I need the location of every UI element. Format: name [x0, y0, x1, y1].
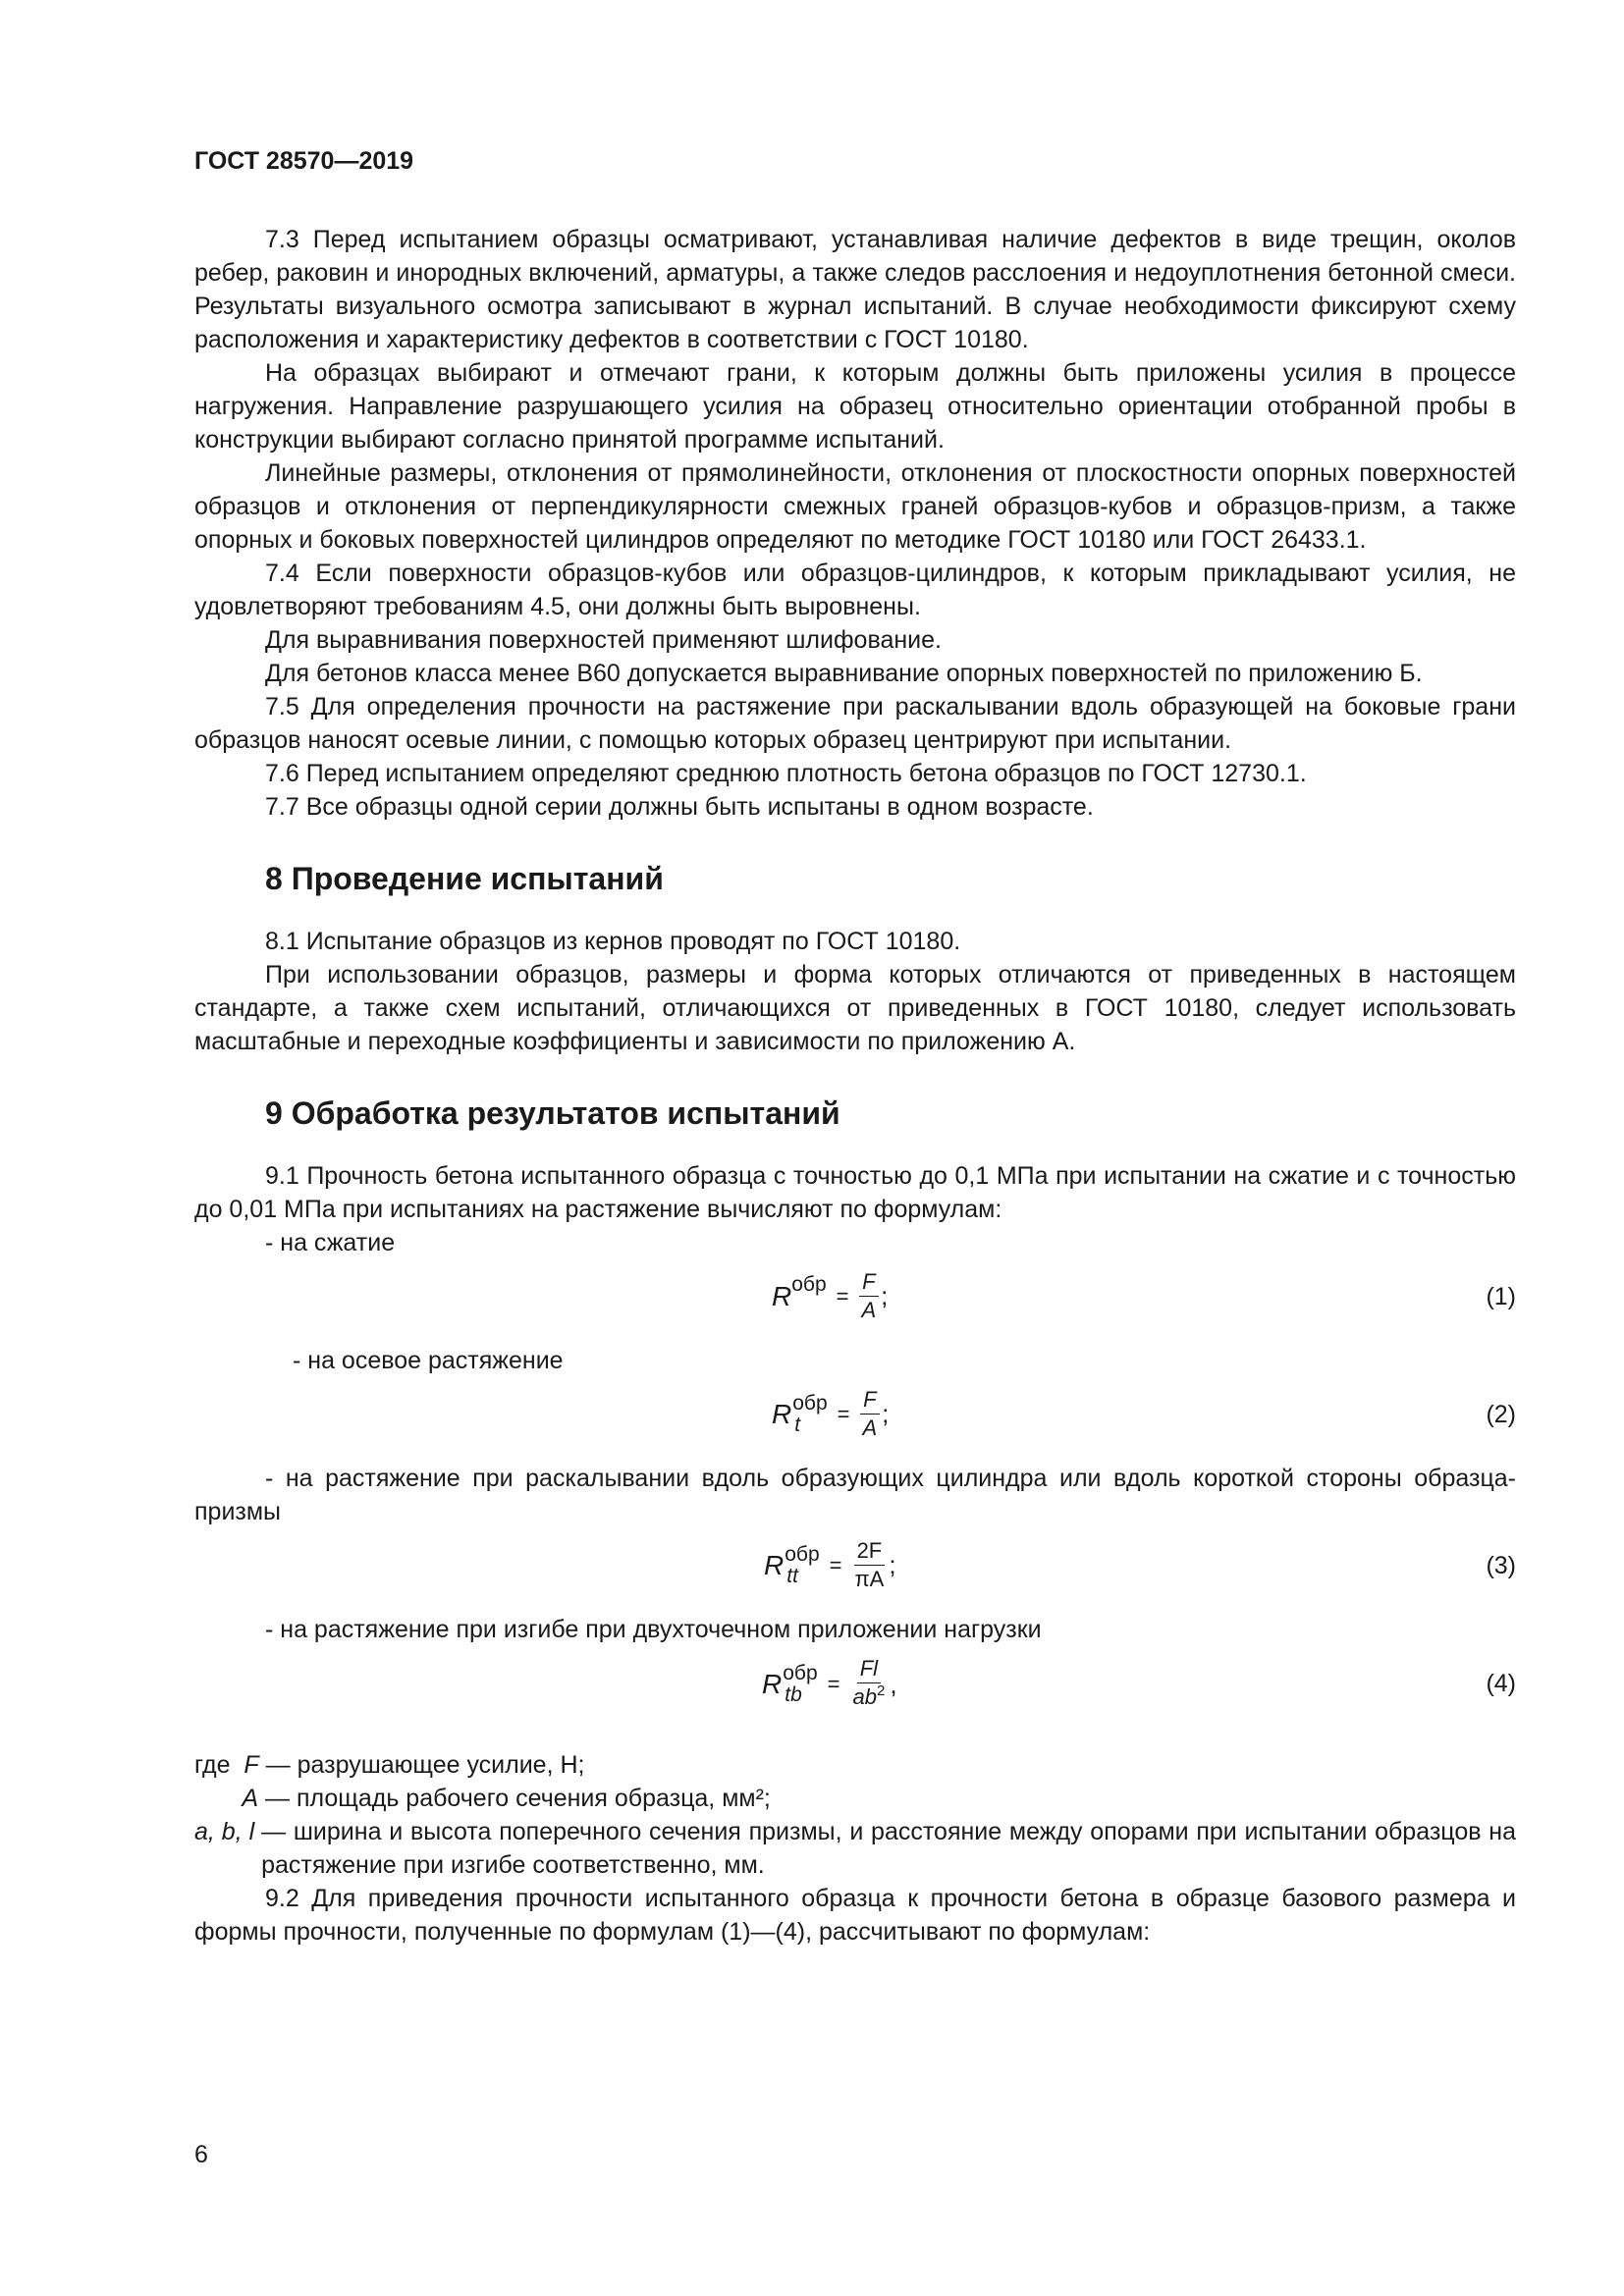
definition-key: F — [244, 1751, 259, 1779]
equals-sign: = — [836, 1283, 849, 1308]
list-item-bending: - на растяжение при изгибе при двухточечном приложении нагрузки — [265, 1616, 1042, 1643]
formula-terminator: ; — [889, 1550, 896, 1579]
definition-text: — ширина и высота поперечного сечения призмы, и расстояние между опорами при испытании образцов на растяжение при изгибе соответственно, мм. — [261, 1818, 1516, 1879]
fraction-numerator: 2F — [854, 1538, 886, 1566]
definition-key: a, b, l — [194, 1818, 255, 1845]
formula-sub: tb — [785, 1683, 802, 1706]
formula-3 — [194, 1528, 1516, 1613]
formula-number: (3) — [1486, 1552, 1516, 1579]
paragraph-9-1: 9.1 Прочность бетона испытанного образца с точностью до 0,1 МПа при испытании на сжатие и с точностью до 0,01 МПа при испытаниях на растяжение вычисляют по формулам: — [194, 1162, 1516, 1223]
paragraph-7-5: 7.5 Для определения прочности на растяжение при раскалывании вдоль образующей на боковые грани образцов наносят осевые линии, с помощью которых образец центрируют при испытании. — [194, 693, 1516, 754]
equals-sign: = — [827, 1672, 840, 1696]
section-9-heading: 9 Обработка результатов испытаний — [265, 1095, 840, 1131]
formula-number: (4) — [1486, 1670, 1516, 1697]
formula-number: (2) — [1486, 1401, 1516, 1428]
page-number: 6 — [194, 2141, 208, 2168]
paragraph-8-1: 8.1 Испытание образцов из кернов проводят по ГОСТ 10180. — [265, 928, 961, 955]
paragraph-8-scaling: При использовании образцов, размеры и форма которых отличаются от приведенных в настоящем стандарте, а также схем испытаний, отличающихся от приведенных в ГОСТ 10180, следует использовать масштабные и переходные коэффициенты и зависимости по приложению А. — [194, 961, 1516, 1055]
formula-var: R — [762, 1669, 783, 1699]
paragraph-7-7: 7.7 Все образцы одной серии должны быть испытаны в одном возрасте. — [265, 793, 1094, 821]
paragraph-faces: На образцах выбирают и отмечают грани, к которым должны быть приложены усилия в процессе нагружения. Направление разрушающего усилия на образец относительно ориентации отобранной пробы в конструкции выбирают согласно принятой программе испытаний. — [194, 359, 1516, 454]
formula-2 — [194, 1377, 1516, 1462]
definition-key: A — [242, 1785, 259, 1812]
formula-1 — [194, 1259, 1516, 1344]
fraction-numerator: F — [860, 1387, 879, 1415]
fraction-numerator: F — [859, 1269, 878, 1297]
formula-sup: обр — [791, 1272, 827, 1296]
paragraph-dimensions: Линейные размеры, отклонения от прямолинейности, отклонения от плоскостности опорных поверхностей образцов и отклонения от перпендикулярности смежных граней образцов-кубов и образцов-призм, а также опорных и боковых поверхностей цилиндров определяют по методике ГОСТ 10180 или ГОСТ 26433.1. — [194, 459, 1516, 554]
paragraph-grinding: Для выравнивания поверхностей применяют шлифование. — [265, 626, 942, 654]
paragraph-9-2: 9.2 Для приведения прочности испытанного образца к прочности бетона в образце базового размера и формы прочности, полученные по формулам (1)—(4), рассчитывают по формулам: — [194, 1885, 1516, 1946]
formula-sup: обр — [792, 1391, 828, 1415]
fraction-denominator: A — [861, 1298, 877, 1322]
definition-text: — площадь рабочего сечения образца, мм²; — [265, 1785, 771, 1812]
denominator-exponent: 2 — [876, 1682, 886, 1699]
formula-terminator: ; — [882, 1399, 890, 1428]
fraction-denominator: A — [862, 1415, 878, 1440]
formula-terminator: , — [890, 1669, 897, 1699]
paragraph-7-4: 7.4 Если поверхности образцов-кубов или образцов-цилиндров, к которым прикладывают усилия, не удовлетворяют требованиям 4.5, они должны быть выровнены. — [194, 560, 1516, 620]
formula-terminator: ; — [881, 1281, 889, 1310]
document-header: ГОСТ 28570—2019 — [194, 147, 414, 175]
list-item-compression: - на сжатие — [265, 1229, 396, 1256]
formula-var: R — [764, 1549, 785, 1580]
paragraph-7-6: 7.6 Перед испытанием определяют среднюю плотность бетона образцов по ГОСТ 12730.1. — [265, 760, 1307, 787]
formula-sup: обр — [783, 1662, 818, 1684]
list-item-splitting: - на растяжение при раскалывании вдоль образующих цилиндра или вдоль короткой стороны образца-призмы — [194, 1465, 1516, 1525]
fraction-denominator: ab — [852, 1684, 877, 1709]
equals-sign: = — [837, 1401, 850, 1426]
formula-number: (1) — [1486, 1283, 1516, 1310]
paragraph-7-3: 7.3 Перед испытанием образцы осматривают, устанавливая наличие дефектов в виде трещин, околов ребер, раковин и инородных включений, арматуры, а также следов расслоения и недоуплотнения бетонной смеси. Результаты визуального осмотра записывают в журнал испытаний. В случае необходимости фиксируют схему расположения и характеристику дефектов в соответствии с ГОСТ 10180. — [194, 226, 1516, 353]
formula-sub: t — [794, 1413, 801, 1436]
formula-var: R — [772, 1280, 792, 1311]
fraction-denominator: πA — [854, 1567, 885, 1591]
equals-sign: = — [829, 1552, 842, 1577]
definition-row — [194, 1782, 1516, 1815]
formula-4 — [194, 1646, 1516, 1731]
formula-var: R — [772, 1398, 792, 1429]
formula-sup: обр — [785, 1542, 820, 1566]
formula-sub: tt — [786, 1564, 798, 1587]
variable-definitions — [194, 1748, 1516, 1882]
definition-row — [194, 1815, 1516, 1882]
where-label: где — [194, 1751, 231, 1779]
definition-row — [194, 1748, 1516, 1782]
definition-text: — разрушающее усилие, Н; — [265, 1751, 585, 1779]
document-page — [194, 147, 1516, 1949]
paragraph-b60: Для бетонов класса менее В60 допускается выравнивание опорных поверхностей по приложению Б. — [265, 660, 1423, 687]
section-8-heading: 8 Проведение испытаний — [265, 861, 664, 896]
fraction-numerator: Fl — [857, 1656, 881, 1683]
list-item-axial-tension: - на осевое растяжение — [293, 1347, 564, 1374]
